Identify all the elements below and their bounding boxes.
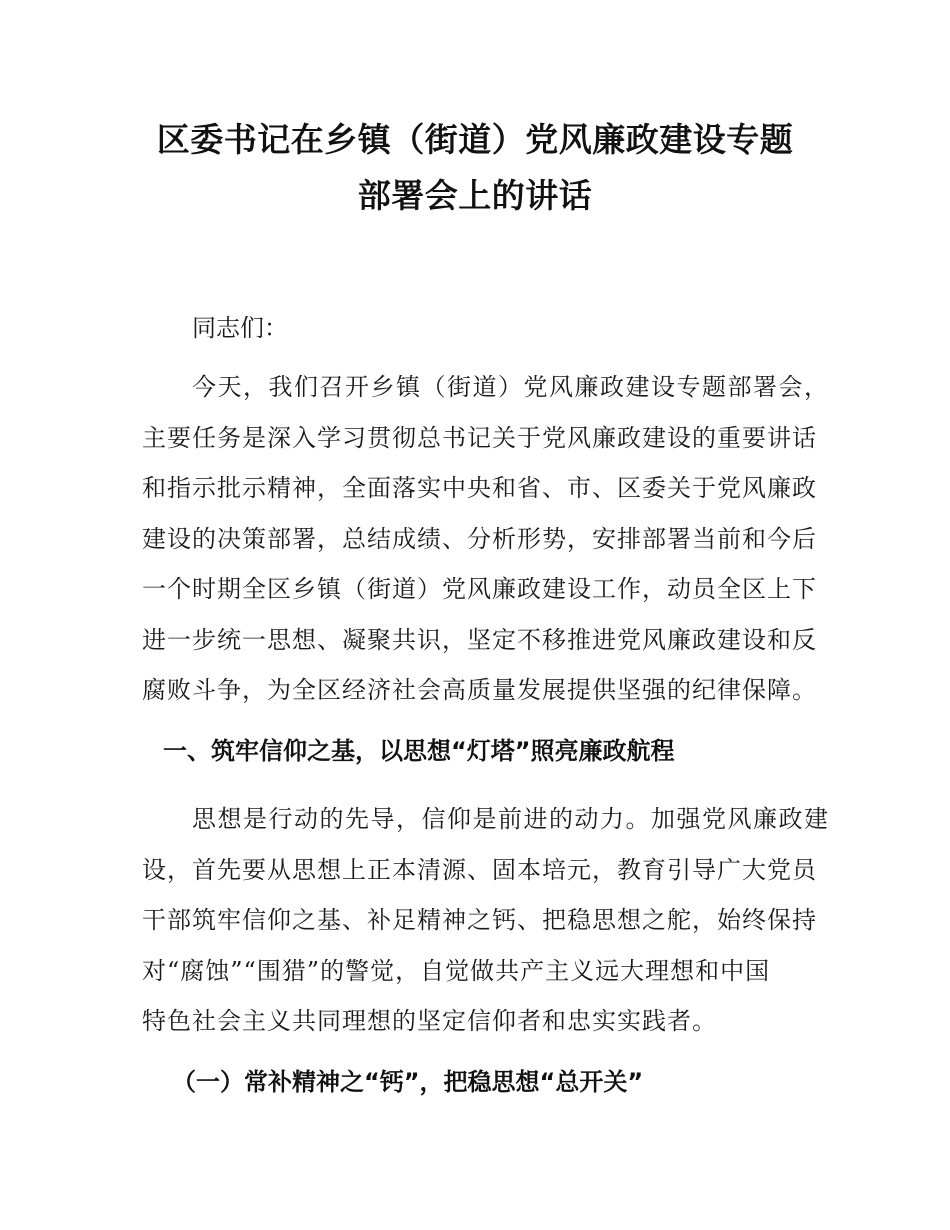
opening-paragraph bbox=[142, 362, 830, 716]
paragraph-line: 干部筑牢信仰之基、补足精神之钙、把稳思想之舵，始终保持 bbox=[142, 906, 817, 934]
paragraph-line: 和指示批示精神，全面落实中央和省、市、区委关于党风廉政 bbox=[142, 474, 817, 502]
paragraph-line: 思想是行动的先导，信仰是前进的动力。加强党风廉政建 bbox=[192, 805, 830, 833]
paragraph-line: 主要任务是深入学习贯彻总书记关于党风廉政建设的重要讲话 bbox=[142, 423, 817, 452]
paragraph-line: 对“腐蚀”“围猎”的警觉，自觉做共产主义远大理想和中国 bbox=[142, 956, 771, 985]
paragraph-line: 建设的决策部署，总结成绩、分析形势，安排部署当前和今后 bbox=[142, 524, 817, 553]
document-title bbox=[110, 112, 840, 224]
subsection-heading-1: （一）常补精神之“钙”，把稳思想“总开关” bbox=[172, 1068, 644, 1096]
title-line-2: 部署会上的讲话 bbox=[357, 176, 593, 215]
paragraph-line: 进一步统一思想、凝聚共识，坚定不移推进党风廉政建设和反 bbox=[142, 625, 817, 654]
paragraph-line: 今天，我们召开乡镇（街道）党风廉政建设专题部署会， bbox=[192, 373, 830, 401]
paragraph-line: 特色社会主义共同理想的坚定信仰者和忠实实践者。 bbox=[142, 1007, 717, 1035]
section-1-paragraph bbox=[142, 794, 830, 1047]
salutation: 同志们： bbox=[192, 314, 288, 342]
section-heading-1: 一、筑牢信仰之基，以思想“灯塔”照亮廉政航程 bbox=[163, 737, 675, 765]
paragraph-line: 一个时期全区乡镇（街道）党风廉政建设工作，动员全区上下 bbox=[142, 575, 817, 603]
paragraph-line: 腐败斗争，为全区经济社会高质量发展提供坚强的纪律保障。 bbox=[142, 676, 817, 704]
paragraph-line: 设，首先要从思想上正本清源、固本培元，教育引导广大党员 bbox=[142, 855, 817, 884]
title-line-1: 区委书记在乡镇（街道）党风廉政建设专题 bbox=[156, 120, 794, 159]
